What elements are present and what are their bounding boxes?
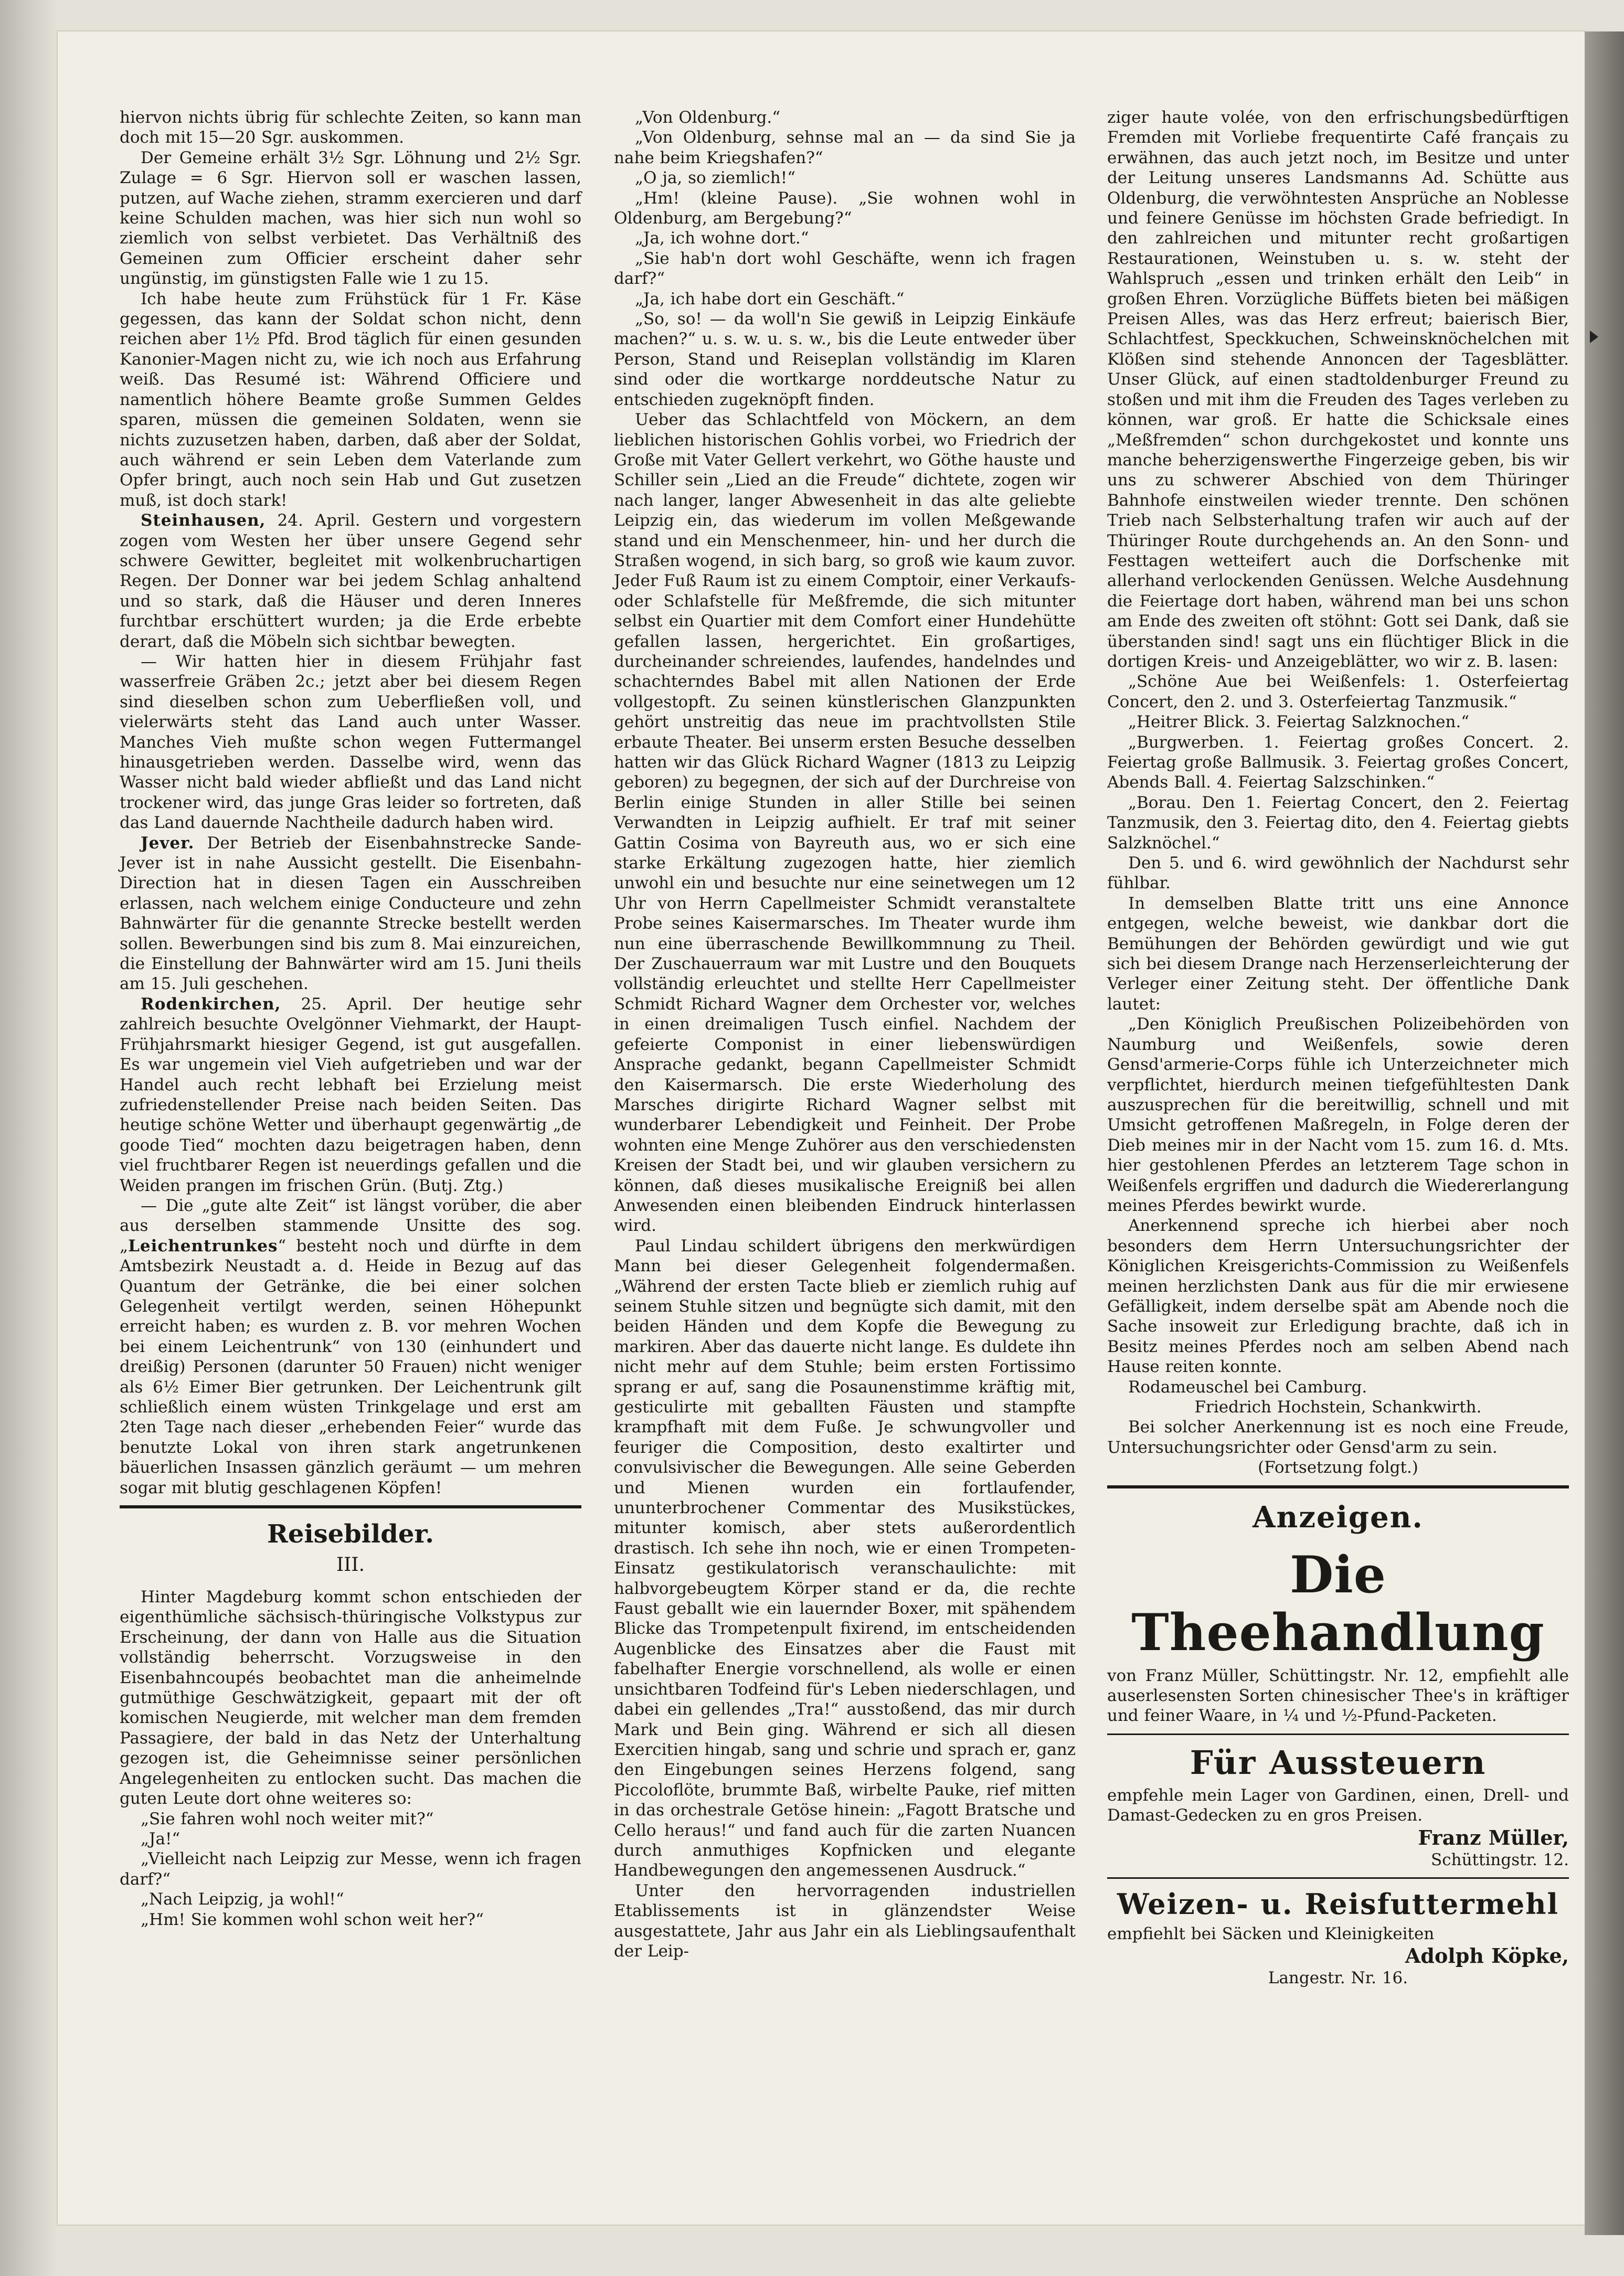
dialog-line: „Von Oldenburg, sehnse mal an — da sind Sie ja nahe beim Kriegshafen?“: [614, 128, 1076, 167]
paragraph: In demselben Blatte tritt uns eine Annonce entgegen, welche beweist, wie dankbar dort die Bemühungen der Behörden gewürdigt und wie gut sich bei diesem Drange nach Herzenserleichterung der Verleger einer Zeitung steht. Der öffentliche Dank lautet:: [1107, 894, 1569, 1014]
dateline-place: Steinhausen,: [141, 511, 266, 530]
section-number: III.: [336, 1554, 365, 1576]
column-right: [1107, 108, 1569, 1988]
ad-tea-shop-title: Die Theehandlung: [1131, 1545, 1545, 1662]
paragraph: Der Gemeine erhält 3½ Sgr. Löhnung und 2½ Sgr. Zulage = 6 Sgr. Hiervon soll er waschen lassen, putzen, auf Wache ziehen, stramm exercieren und darf keine Schulden machen, was hier sich nun wohl so ziemlich von selbst verbietet. Das Verhältniß des Gemeinen zum Officier erscheint daher sehr ungünstig, im günstigsten Falle wie 1 zu 15.: [120, 148, 581, 289]
section-title: Reisebilder.: [267, 1519, 434, 1549]
news-text: 25. April. Der heutige sehr zahlreich besuchte Ovelgönner Viehmarkt, der Haupt-Frühjahrsmarkt hiesiger Gegend, ist gut ausgefallen. Es war ungemein viel Vieh aufgetrieben und war der Handel auch recht lebhaft bei Erzielung meist zufriedenstellender Preise nach beiden Seiten. Das heutige schöne Wetter und überhaupt gegenwärtig „de goode Tied“ mochten dazu beigetragen haben, denn viel fruchtbarer Regen ist neuerdings gefallen und die Weiden prangen im frischen Grün. (Butj. Ztg.): [120, 994, 581, 1195]
news-text: 24. April. Gestern und vorgestern zogen vom Westen her über unsere Gegend sehr schwere Gewitter, begleitet mit wolkenbruchartigen Regen. Der Donner war bei jedem Schlag anhaltend und so stark, daß die Häuser und deren Inneres furchtbar erschüttert wurden; ja die Erde erbebte derart, daß die Möbeln sich sichtbar bewegten.: [120, 511, 581, 651]
dateline-place: Rodenkirchen,: [141, 994, 281, 1014]
dialog-line: „Vielleicht nach Leipzig zur Messe, wenn ich fragen darf?“: [120, 1849, 581, 1889]
paragraph: Paul Lindau schildert übrigens den merkwürdigen Mann bei dieser Gelegenheit folgendermaßen. „Während der ersten Tacte blieb er ziemlich ruhig auf seinem Stuhle sitzen und begnügte sich damit, mit den beiden Händen und dem Kopfe die Bewegung zu markiren. Aber das dauerte nicht lange. Es duldete ihn nicht mehr auf dem Stuhle; beim ersten Fortissimo sprang er auf, sang die Posaunenstimme kräftig mit, gesticulirte mit geballten Fäusten und stampfte krampfhaft mit dem Fuße. Je schwungvoller und feuriger die Composition, desto exaltirter und convulsivischer die Bewegungen. Alle seine Geberden und Mienen wurden ein fortlaufender, ununterbrochener Commentar des Musikstückes, mitunter komisch, aber stets außerordentlich drastisch. Ich sehe ihn noch, wie er einen Trompeten-Einsatz gestikulatorisch veranschaulichte: mit halbvorgebeugtem Körper stand er da, die rechte Faust geballt wie ein lauernder Boxer, mit spähendem Blicke das Trompetenpult fixirend, im entscheidenden Augenblicke des Einsatzes aber die Faust mit fabelhafter Energie vorschnellend, als wolle er einen unsichtbaren Todfeind für's Leben niederschlagen, und dabei ein gellendes „Tra!“ ausstoßend, das mir durch Mark und Bein ging. Während er sich all diesen Exercitien hingab, sang und schrie und sprach er, ganz den Eingebungen seines Herzens folgend, sang Piccoloflöte, brummte Baß, wirbelte Pauke, rief mitten in das orchestrale Getöse hinein: „Fagott Bratsche und Cello heraus!“ und fand auch für die zarten Nuancen durch anmuthiges Kopfnicken und elegante Handbewegungen den angemessenen Ausdruck.“: [614, 1236, 1076, 1880]
binding-edge: [0, 0, 58, 2276]
dialog-line: „Von Oldenburg.“: [635, 108, 781, 127]
paragraph: Ich habe heute zum Frühstück für 1 Fr. Käse gegessen, das kann der Soldat schon nicht, denn reichen aber 1½ Pfd. Brod täglich für einen gesunden Kanonier-Magen nicht zu, wie ich noch aus Erfahrung weiß. Das Resumé ist: Während Officiere und namentlich höhere Beamte große Summen Geldes sparen, müssen die gemeinen Soldaten, wenn sie nichts zuzusetzen haben, darben, daß aber der Soldat, auch während er sein Leben dem Vaterlande zum Opfer bringt, auch noch sein Hab und Gut zusetzen muß, ist doch stark!: [120, 289, 581, 510]
ad-tea-shop-text: von Franz Müller, Schüttingstr. Nr. 12, empfiehlt alle auserlesensten Sorten chinesischer Thee's in kräftiger und feiner Waare, in ¼ und ½-Pfund-Packeten.: [1107, 1666, 1569, 1726]
paragraph: ziger haute volée, von den erfrischungsbedürftigen Fremden mit Vorliebe frequentirte Café français zu erwähnen, das auch jetzt noch, im Besitze und unter der Leitung unseres Landsmanns Ad. Schütte aus Oldenburg, die verwöhntesten Ansprüche an Noblesse und feinere Genüsse im höchsten Grade befriedigt. In den zahlreichen und mitunter recht großartigen Restaurationen, Weinstuben u. s. w. steht der Wahlspruch „essen und trinken erhält den Leib“ in großen Ehren. Vorzügliche Büffets bieten bei mäßigen Preisen Alles, was das Herz erfreut; baierisch Bier, Schlachtfest, Speckkuchen, Schweinsknöchelchen mit Klößen sind stehende Annoncen der Tagesblätter. Unser Glück, auf einen stadtoldenburger Freund zu stoßen und mit ihm die Freuden des Tages verleben zu können, war groß. Er hatte die Schicksale eines „Meßfremden“ schon durchgekostet und konnte uns manche beherzigenswerthe Fingerzeige geben, bis wir uns zu schwerer Abschied von dem Thüringer Bahnhofe einstweilen wieder trennte. Den schönen Trieb nach Selbsterhaltung trafen wir auch auf der Thüringer Route durchgehends an. An den Sonn- und Festtagen wetteifert auch die Dorfschenke mit allerhand verlockenden Genüssen. Welche Ausdehnung die Feiertage dort haben, während man bei uns schon am Ende des zweiten oft stöhnt: Gott sei Dank, daß sie überstanden sind! sagt uns ein flüchtiger Blick in die dortigen Kreis- und Anzeigeblätter, wo wir z. B. lasen:: [1107, 108, 1569, 671]
notice-line: „Borau. Den 1. Feiertag Concert, den 2. Feiertag Tanzmusik, den 3. Feiertag dito, den 4. Feiertag giebts Salzknöchel.“: [1107, 793, 1569, 853]
news-item-steinhausen: [120, 510, 581, 652]
dialog-line: „So, so! — da woll'n Sie gewiß in Leipzig Einkäufe machen?“ u. s. w. u. s. w., bis die Leute entweder über Person, Stand und Reiseplan vollständig im Klaren sind oder die wortkarge norddeutsche Natur zu entschieden zugeknöpft finden.: [614, 310, 1076, 409]
ad-divider: [1107, 1877, 1569, 1879]
paragraph: Hinter Magdeburg kommt schon entschieden der eigenthümliche sächsisch-thüringische Volkstypus zur Erscheinung, der dann von Halle aus die Situation vollständig beherrscht. Vorzugsweise in den Eisenbahncoupés beobachtet man die anheimelnde gutmüthige Geschwätzigkeit, gepaart mit der oft komischen Neugierde, mit welcher man dem fremden Passagiere, der bald in das Netz der Unterhaltung gezogen ist, die Geheimnisse seiner persönlichen Angelegenheiten zu entlocken sucht. Das machen die guten Leute dort ohne weiteres so:: [120, 1588, 581, 1809]
dialog-line: „Hm! Sie kommen wohl schon weit her?“: [141, 1910, 484, 1929]
page-marker-icon: [1590, 331, 1598, 343]
notice-line: „Burgwerben. 1. Feiertag großes Concert. 2. Feiertag große Ballmusik. 3. Feiertag großes Concert, Abends Ball. 4. Feiertag Salzschinken.“: [1107, 732, 1569, 792]
notice-line: „Schöne Aue bei Weißenfels: 1. Osterfeiertag Concert, den 2. und 3. Osterfeiertag Tanzmusik.“: [1107, 672, 1569, 711]
ad-trousseau-text: empfehle mein Lager von Gardinen, einen, Drell- und Damast-Gedecken zu en gros Preisen.: [1107, 1785, 1569, 1825]
paragraph: Den 5. und 6. wird gewöhnlich der Nachdurst sehr fühlbar.: [1107, 854, 1569, 893]
dateline-place: Jever.: [141, 833, 195, 853]
section-divider: [1107, 1485, 1569, 1488]
dialog-line: „Ja, ich habe dort ein Geschäft.“: [635, 289, 905, 309]
dialog-line: „Nach Leipzig, ja wohl!“: [141, 1890, 344, 1909]
quoted-notice: Anerkennend spreche ich hierbei aber noch besonders dem Herrn Untersuchungsrichter der Königlichen Kreisgerichts-Commission zu Weißenfels meinen herzlichsten Dank aus für die mir erwiesene Gefälligkeit, indem derselbe spät am Abende noch die Sache insoweit zur Erledigung brachte, daß ich in Besitz meines Pferdes noch am selben Abend nach Hause reiten konnte.: [1107, 1216, 1569, 1377]
continuation-note: (Fortsetzung folgt.): [1258, 1458, 1418, 1477]
section-divider: [120, 1505, 581, 1508]
news-text: Der Betrieb der Eisenbahnstrecke Sande-Jever ist in nahe Aussicht gestellt. Die Eisenbahn-Direction hat in diesen Tagen ein Ausschreiben erlassen, nach welchem einige Conducteure und zehn Bahnwärter für die genannte Strecke bestellt werden sollen. Bewerbungen sind bis zum 8. Mai einzureichen, die Einstellung der Bahnwärter wird am 15. Juni theils am 15. Juli geschehen.: [120, 833, 581, 994]
ad-feedmeal-signature: Adolph Köpke,: [1405, 1944, 1569, 1968]
ad-feedmeal-title: Weizen- u. Reisfuttermehl: [1117, 1887, 1559, 1921]
signature-place: Rodameuschel bei Camburg.: [1128, 1377, 1367, 1397]
paragraph: hiervon nichts übrig für schlechte Zeiten, so kann man doch mit 15—20 Sgr. auskommen.: [120, 108, 581, 147]
signature-name: Friedrich Hochstein, Schankwirth.: [1194, 1398, 1482, 1417]
dialog-line: „Hm! (kleine Pause). „Sie wohnen wohl in Oldenburg, am Bergebung?“: [614, 188, 1076, 228]
dialog-line: „Ja!“: [141, 1829, 181, 1848]
dialog-line: „Sie hab'n dort wohl Geschäfte, wenn ich fragen darf?“: [614, 249, 1076, 289]
paragraph: Unter den hervorragenden industriellen Etablissements ist in glänzendster Weise ausgestattete, Jahr aus Jahr ein als Lieblingsaufenthalt der Leip-: [614, 1881, 1076, 1961]
news-item-leichentrunk: [120, 1196, 581, 1498]
dialog-line: „O ja, so ziemlich!“: [635, 168, 796, 188]
ad-divider: [1107, 1733, 1569, 1735]
dialog-line: „Sie fahren wohl noch weiter mit?“: [141, 1809, 434, 1828]
news-item-jever: [120, 833, 581, 994]
ad-feedmeal-text: empfiehlt bei Säcken und Kleinigkeiten: [1107, 1924, 1435, 1944]
news-text: “ besteht noch und dürfte in dem Amtsbezirk Neustadt a. d. Heide in Bezug auf das Quantum der Getränke, die bei einer solchen Gelegenheit vertilgt werden, seinen Höhepunkt erreicht haben; es wurden z. B. vor mehren Wochen bei einem Leichentrunk“ von 130 (einhundert und dreißig) Personen (darunter 50 Frauen) nicht weniger als 6½ Eimer Bier getrunken. Der Leichentrunk gilt schließlich einem wüsten Trinkgelage und erst am 2ten Tage nach dieser „erhebenden Feier“ wurde das benutzte Lokal von ihren stark angetrunkenen bäuerlichen Insassen gänzlich geräumt — um mehren sogar mit blutig geschlagenen Köpfen!: [120, 1236, 581, 1497]
ad-feedmeal-address: Langestr. Nr. 16.: [1268, 1969, 1408, 1988]
paragraph: Ueber das Schlachtfeld von Möckern, an dem lieblichen historischen Gohlis vorbei, wo Friedrich der Große mit Vater Gellert verkehrt, wo Göthe hauste und Schiller sein „Lied an die Freude“ dichtete, zogen wir nach langer, langer Abwesenheit in das alte geliebte Leipzig ein, das wiederum im vollen Meßgewande stand und ein Menschenmeer, hin- und her durch die Straßen wogend, in sich barg, so groß wie kaum zuvor. Jeder Fuß Raum ist zu einem Comptoir, einer Verkaufs- oder Schlafstelle für Meßfremde, die sich mitunter selbst ein Quartier mit dem Comfort einer Hundehütte gefallen lassen, hergerichtet. Ein großartiges, durcheinander schreiendes, laufendes, handelndes und schachterndes Babel mit allen Nationen der Erde vollgestopft. Zu seinen künstlerischen Glanzpunkten gehört unstreitig das neue im prachtvollsten Stile erbaute Theater. Bei unserm ersten Besuche desselben hatten wir das Glück Richard Wagner (1813 zu Leipzig geboren) zu begegnen, der sich auf der Durchreise von Berlin einige Stunden in aller Stille bei seinen Verwandten in Leipzig aufhielt. Er traf mit seiner Gattin Cosima von Bayreuth aus, wo er sich eine starke Erkältung zugezogen hatte, hier ziemlich unwohl ein und besuchte nur eine seinetwegen um 12 Uhr von Herrn Capellmeister Schmidt veranstaltete Probe seines Kaisermarsches. Im Theater wurde ihm nun eine überraschende Bewillkommnung zu Theil. Der Zuschauerraum war mit Lustre und den Bouquets vollständig erleuchtet und stellte Herr Capellmeister Schmidt Richard Wagner dem Orchester vor, welches in einen dreimaligen Tusch einfiel. Nachdem der gefeierte Componist in einer liebenswürdigen Ansprache gedankt, begann Capellmeister Schmidt den Kaisermarsch. Die erste Wiederholung des Marsches dirigirte Richard Wagner selbst mit wunderbarer Lebendigkeit und Feinheit. Der Probe wohnten eine Menge Zuhörer aus den verschiedensten Kreisen der Stadt bei, und wir glauben versichern zu können, daß dieses musikalische Ereigniß bei allen Anwesenden einen bleibenden Eindruck hinterlassen wird.: [614, 410, 1076, 1236]
ad-trousseau-signature: Franz Müller,: [1418, 1825, 1569, 1849]
page-edge-shadow: [1585, 31, 1624, 2235]
column-middle: [614, 108, 1076, 1961]
paragraph: — Wir hatten hier in diesem Frühjahr fast wasserfreie Gräben 2c.; jetzt aber bei diesem Regen sind dieselben schon zum Ueberfließen voll, und vielerwärts steht das Land auch unter Wasser. Manches Vieh mußte schon wegen Futtermangel hinausgetrieben werden. Dasselbe wird, wenn das Wasser nicht bald wieder abfließt und das Land nicht trockener wird, das junge Gras leider so fortreten, daß das Land dauernde Nachtheile dadurch haben wird.: [120, 652, 581, 833]
quoted-notice: „Den Königlich Preußischen Polizeibehörden von Naumburg und Weißenfels, sowie deren Gensd'armerie-Corps fühle ich Unterzeichneter mich verpflichtet, hierdurch meinen tiefgefühltesten Dank auszusprechen für die bereitwillig, schnell und mit Umsicht getroffenen Maßregeln, in Folge deren der Dieb meines mir in der Nacht vom 15. zum 16. d. Mts. hier gestohlenen Pferdes an letzterem Tage schon in Weißenfels ergriffen und dadurch die Wiedererlangung meines Pferdes bewirkt wurde.: [1107, 1015, 1569, 1215]
news-text: — Die „gute alte Zeit“ ist längst vorüber, die aber aus derselben stammende Unsitte des sog. „: [120, 1196, 581, 1256]
notice-line: „Heitrer Blick. 3. Feiertag Salzknochen.“: [1128, 712, 1470, 732]
paragraph: Bei solcher Anerkennung ist es noch eine Freude, Untersuchungsrichter oder Gensd'arm zu sein.: [1107, 1418, 1569, 1457]
ads-heading: Anzeigen.: [1253, 1499, 1424, 1535]
news-item-rodenkirchen: [120, 994, 581, 1196]
ad-trousseau-title: Für Aussteuern: [1190, 1743, 1487, 1782]
dialog-line: „Ja, ich wohne dort.“: [635, 229, 809, 248]
ad-trousseau-address: Schüttingstr. 12.: [1431, 1850, 1569, 1869]
emphasis: Leichentrunkes: [128, 1236, 278, 1256]
column-left: [120, 108, 581, 1930]
